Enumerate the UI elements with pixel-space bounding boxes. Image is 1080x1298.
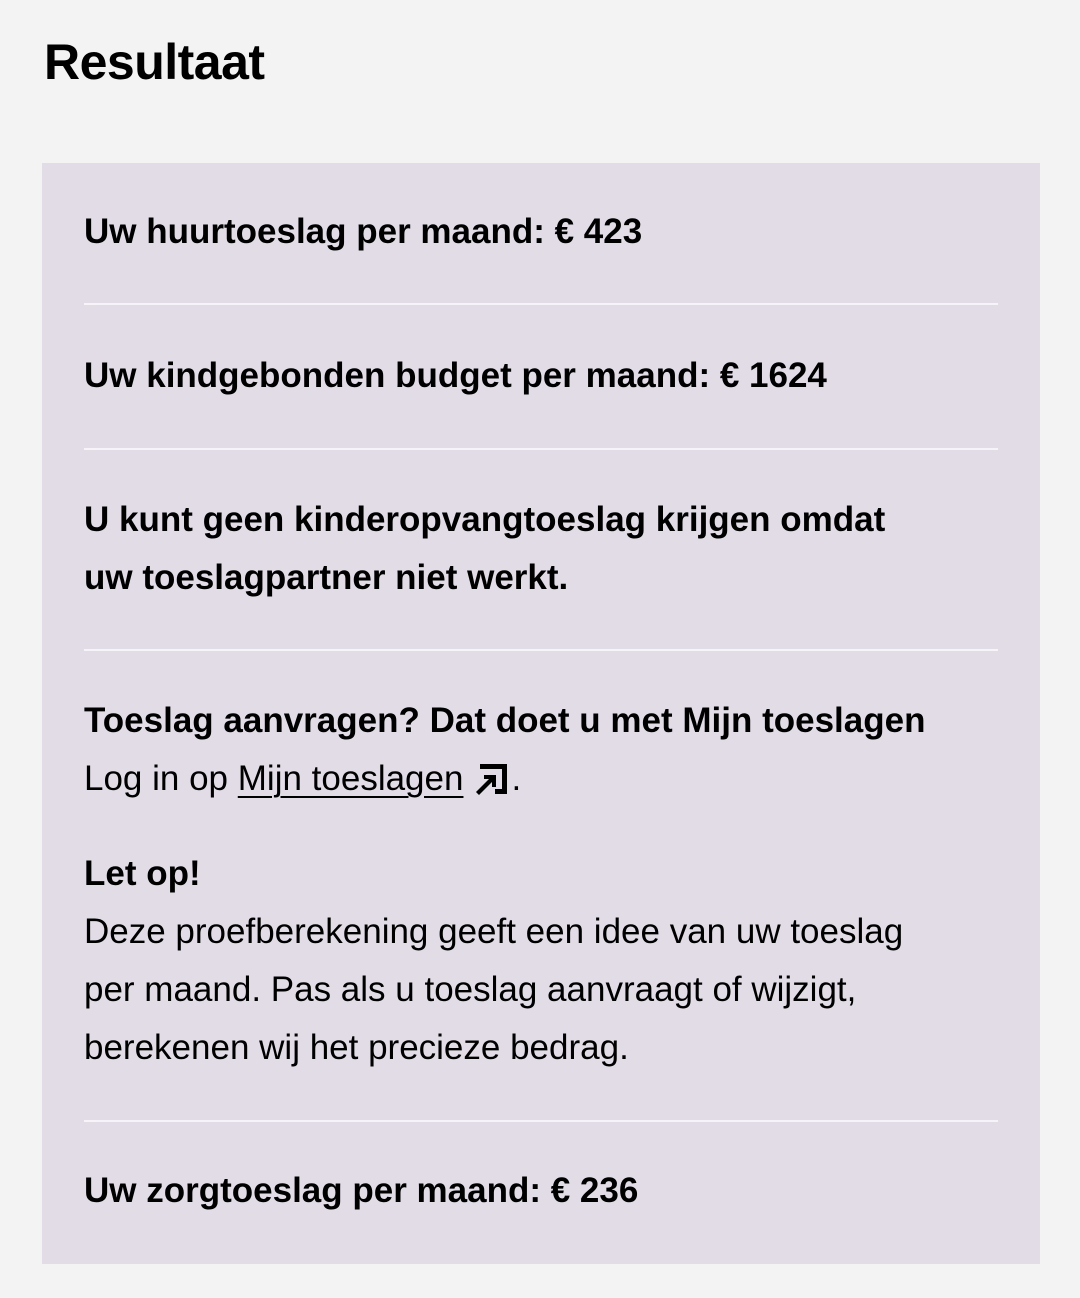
let-op-section <box>84 845 998 1077</box>
zorgtoeslag-result: Uw zorgtoeslag per maand: € 236 <box>84 1171 639 1210</box>
login-line <box>84 750 998 814</box>
login-suffix: . <box>511 759 522 798</box>
divider <box>84 1120 998 1122</box>
kinderopvang-message-line: uw toeslagpartner niet werkt. <box>84 558 569 597</box>
let-op-text-line: Deze proefberekening geeft een idee van uw toeslag <box>84 912 904 951</box>
divider <box>84 303 998 305</box>
divider <box>84 649 998 651</box>
let-op-text-line: per maand. Pas als u toeslag aanvraagt of wijzigt, <box>84 970 857 1009</box>
let-op-heading: Let op! <box>84 854 201 893</box>
aanvragen-section <box>84 692 998 814</box>
divider <box>84 448 998 450</box>
kindgebonden-budget-result: Uw kindgebonden budget per maand: € 1624 <box>84 356 827 395</box>
kinderopvang-message-line: U kunt geen kinderopvangtoeslag krijgen omdat <box>84 500 886 539</box>
let-op-text-line: berekenen wij het precieze bedrag. <box>84 1028 629 1067</box>
result-panel <box>42 163 1040 1264</box>
external-link-icon[interactable] <box>473 756 511 814</box>
kinderopvang-message <box>84 491 998 607</box>
login-prefix: Log in op <box>84 759 229 798</box>
huurtoeslag-result: Uw huurtoeslag per maand: € 423 <box>84 212 643 251</box>
mijn-toeslagen-link[interactable]: Mijn toeslagen <box>237 759 464 798</box>
page-title: Resultaat <box>44 34 265 90</box>
aanvragen-heading: Toeslag aanvragen? Dat doet u met Mijn toeslagen <box>84 701 926 740</box>
